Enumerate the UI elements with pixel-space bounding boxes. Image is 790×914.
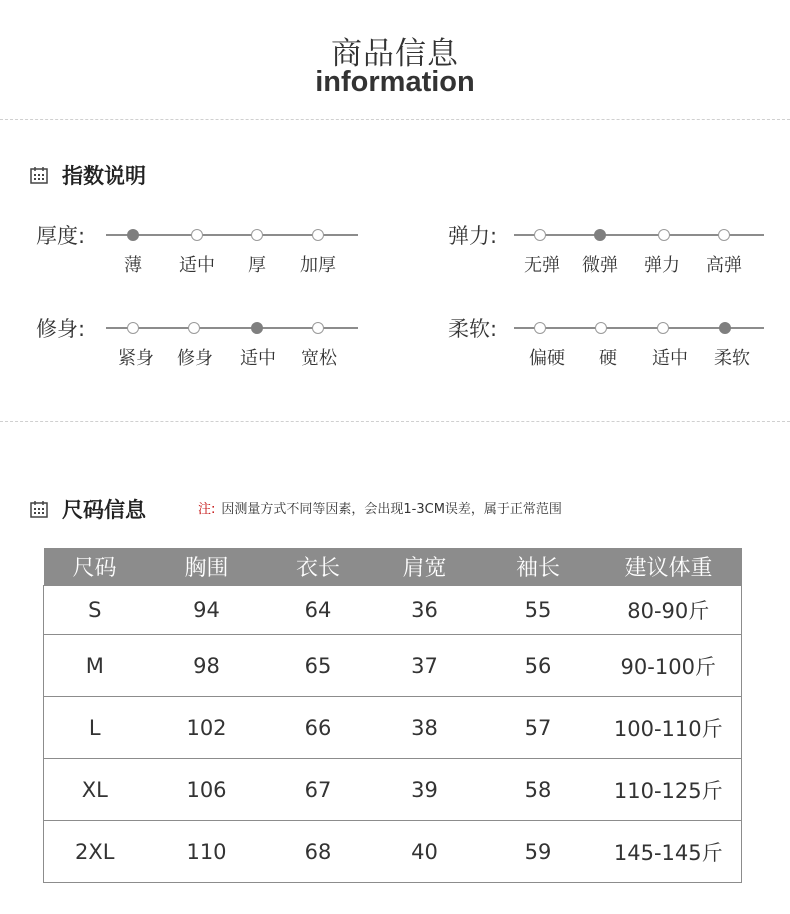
scale-dot bbox=[595, 322, 607, 334]
scale-dot-selected bbox=[251, 322, 263, 334]
table-cell: 67 bbox=[268, 759, 369, 821]
scale-option: 弹力 bbox=[644, 255, 680, 276]
table-cell: 38 bbox=[369, 697, 481, 759]
table-cell: 37 bbox=[369, 635, 481, 697]
table-cell: M bbox=[44, 635, 146, 697]
table-cell: 56 bbox=[481, 635, 596, 697]
size-note bbox=[198, 498, 562, 517]
table-cell: 57 bbox=[481, 697, 596, 759]
scale-dot bbox=[188, 322, 200, 334]
size-section-title: 尺码信息 bbox=[62, 498, 146, 522]
column-header: 衣长 bbox=[268, 548, 369, 586]
divider bbox=[0, 119, 790, 120]
scale-option: 适中 bbox=[652, 348, 688, 369]
scale-option: 柔软 bbox=[714, 348, 750, 369]
scale-dot bbox=[657, 322, 669, 334]
table-cell: 36 bbox=[369, 586, 481, 635]
scale-option: 微弹 bbox=[582, 255, 618, 276]
table-cell: 110-125斤 bbox=[596, 759, 742, 821]
scale-dot bbox=[191, 229, 203, 241]
scale-option: 无弹 bbox=[524, 255, 560, 276]
scale-option: 宽松 bbox=[301, 348, 337, 369]
table-cell: 90-100斤 bbox=[596, 635, 742, 697]
scale-label: 修身: bbox=[36, 317, 86, 341]
scale-option: 厚 bbox=[248, 255, 266, 276]
scale-dot bbox=[718, 229, 730, 241]
index-section-title: 指数说明 bbox=[62, 164, 146, 188]
size-table bbox=[43, 548, 742, 883]
scale-option: 适中 bbox=[179, 255, 215, 276]
scale-dot bbox=[534, 229, 546, 241]
table-row bbox=[44, 586, 742, 635]
scale-option: 偏硬 bbox=[529, 348, 565, 369]
table-cell: S bbox=[44, 586, 146, 635]
header-subtitle: information bbox=[315, 66, 475, 98]
scale-dot-selected bbox=[719, 322, 731, 334]
scale-dot-selected bbox=[594, 229, 606, 241]
column-header: 建议体重 bbox=[596, 548, 742, 586]
table-cell: 39 bbox=[369, 759, 481, 821]
table-cell: L bbox=[44, 697, 146, 759]
scale-dot bbox=[127, 322, 139, 334]
table-cell: 98 bbox=[146, 635, 268, 697]
scale-option: 薄 bbox=[124, 255, 142, 276]
scale-label: 弹力: bbox=[448, 224, 498, 248]
table-cell: 94 bbox=[146, 586, 268, 635]
table-cell: 106 bbox=[146, 759, 268, 821]
header-title: 商品信息 bbox=[331, 36, 459, 72]
scale-option: 高弹 bbox=[706, 255, 742, 276]
index-section-heading bbox=[30, 160, 146, 190]
table-cell: 64 bbox=[268, 586, 369, 635]
table-cell: 59 bbox=[481, 821, 596, 883]
note-text: 因测量方式不同等因素，会出现1-3CM误差，属于正常范围 bbox=[221, 502, 562, 517]
scale-dot bbox=[251, 229, 263, 241]
table-cell: 68 bbox=[268, 821, 369, 883]
table-cell: 55 bbox=[481, 586, 596, 635]
calendar-icon bbox=[30, 500, 48, 518]
table-row bbox=[44, 759, 742, 821]
table-cell: 110 bbox=[146, 821, 268, 883]
table-cell: 102 bbox=[146, 697, 268, 759]
table-cell: 2XL bbox=[44, 821, 146, 883]
table-cell: 145-145斤 bbox=[596, 821, 742, 883]
note-prefix: 注: bbox=[198, 502, 216, 517]
calendar-icon bbox=[30, 166, 48, 184]
scale-dot bbox=[312, 322, 324, 334]
scale-label: 厚度: bbox=[36, 224, 86, 248]
table-cell: 80-90斤 bbox=[596, 586, 742, 635]
scale-dot bbox=[658, 229, 670, 241]
table-row bbox=[44, 635, 742, 697]
table-cell: 66 bbox=[268, 697, 369, 759]
table-cell: 65 bbox=[268, 635, 369, 697]
scale-dot bbox=[312, 229, 324, 241]
column-header: 尺码 bbox=[44, 548, 146, 586]
column-header: 肩宽 bbox=[369, 548, 481, 586]
scale-option: 修身 bbox=[177, 348, 213, 369]
scale-option: 加厚 bbox=[300, 255, 336, 276]
column-header: 袖长 bbox=[481, 548, 596, 586]
table-cell: XL bbox=[44, 759, 146, 821]
scale-dot-selected bbox=[127, 229, 139, 241]
divider bbox=[0, 421, 790, 422]
size-section-heading bbox=[30, 494, 146, 524]
scale-option: 紧身 bbox=[118, 348, 154, 369]
scale-dot bbox=[534, 322, 546, 334]
scale-option: 硬 bbox=[599, 348, 617, 369]
table-row bbox=[44, 697, 742, 759]
column-header: 胸围 bbox=[146, 548, 268, 586]
table-cell: 58 bbox=[481, 759, 596, 821]
table-cell: 100-110斤 bbox=[596, 697, 742, 759]
scale-label: 柔软: bbox=[448, 317, 498, 341]
scale-option: 适中 bbox=[240, 348, 276, 369]
table-header-row bbox=[44, 548, 742, 586]
table-row bbox=[44, 821, 742, 883]
table-cell: 40 bbox=[369, 821, 481, 883]
